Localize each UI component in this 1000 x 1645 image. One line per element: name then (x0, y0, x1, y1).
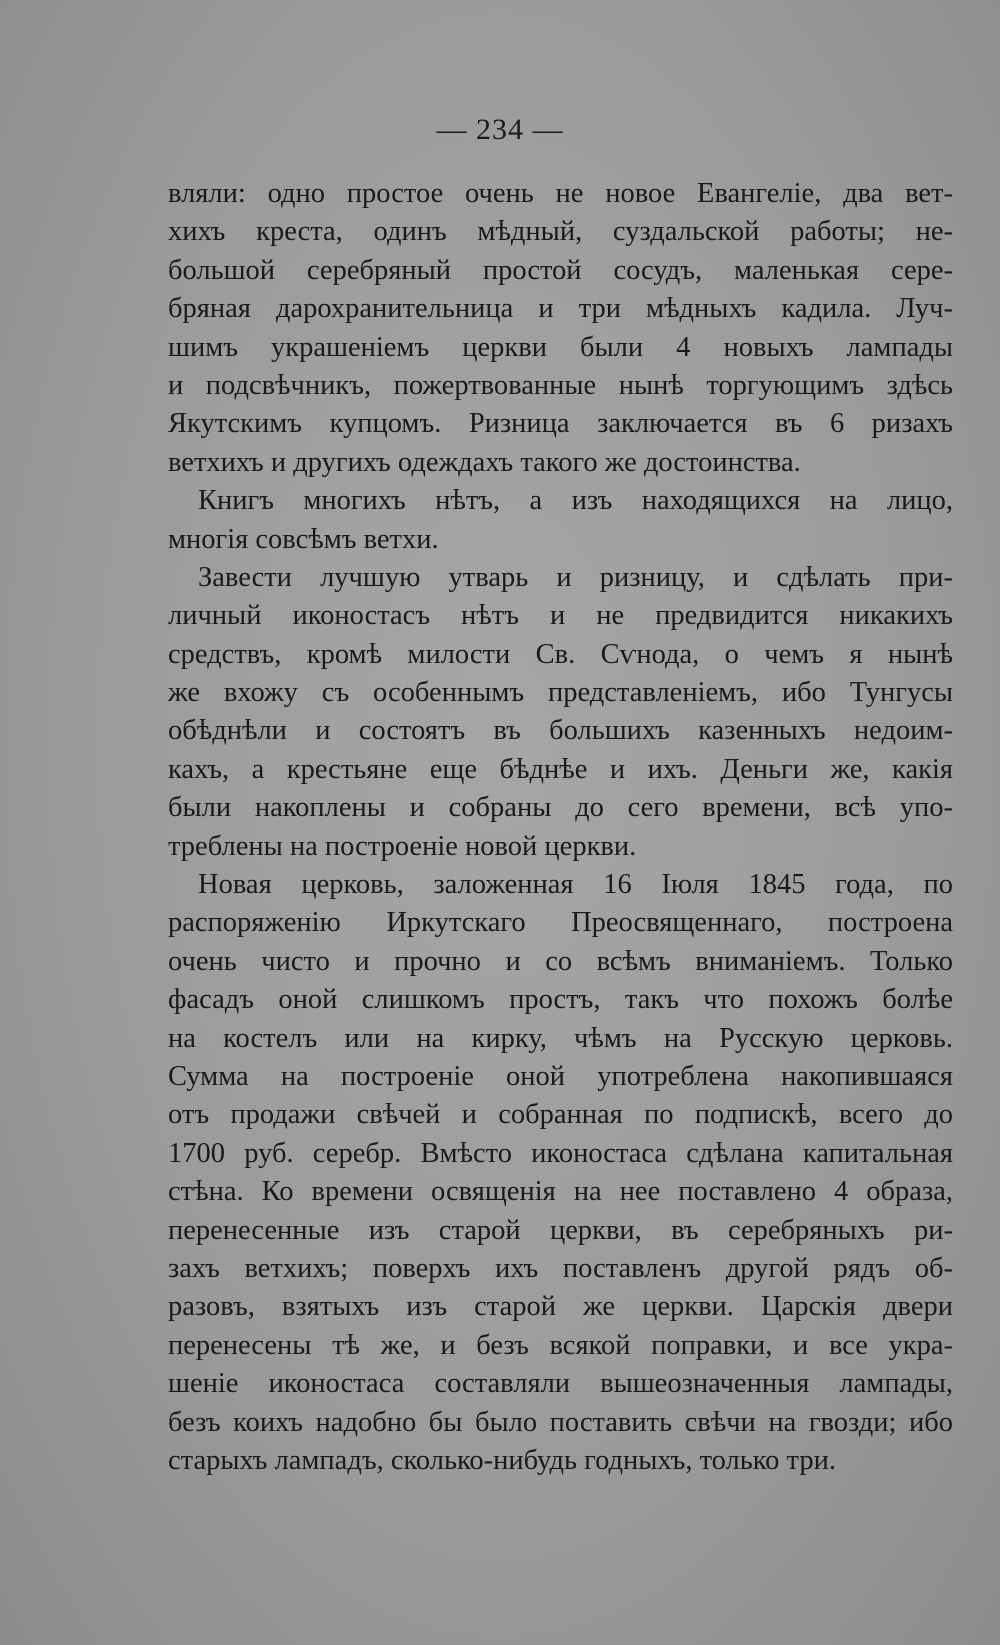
text-line: же вхожу съ особеннымъ представленіемъ, ибо Тунгусы (168, 677, 953, 709)
text-line: перенесенные изъ старой церкви, въ серебряныхъ ри- (168, 1214, 953, 1246)
text-line: Сумма на построеніе оной употреблена накопившаяся (168, 1060, 953, 1092)
text-line: захъ ветхихъ; поверхъ ихъ поставленъ другой рядъ об- (168, 1252, 953, 1284)
text-line: безъ коихъ надобно бы было поставить свѣчи на гвозди; ибо (168, 1406, 953, 1438)
text-line: Книгъ многихъ нѣтъ, а изъ находящихся на лицо, (198, 485, 953, 517)
text-line: ветхихъ и другихъ одеждахъ такого же достоинства. (168, 446, 801, 478)
text-line: и подсвѣчникъ, пожертвованные нынѣ торгующимъ здѣсь (168, 369, 953, 401)
text-line: кахъ, а крестьяне еще бѣднѣе и ихъ. Деньги же, какія (168, 753, 953, 785)
text-line: большой серебряный простой сосудъ, маленькая сере- (168, 254, 953, 286)
text-line: 1700 руб. серебр. Вмѣсто иконостаса сдѣлана капитальная (168, 1137, 953, 1169)
text-line: шеніе иконостаса составляли вышеозначенныя лампады, (168, 1368, 953, 1400)
text-line: многія совсѣмъ ветхи. (168, 523, 439, 555)
text-line: распоряженію Иркутскаго Преосвященнаго, построена (168, 907, 953, 939)
text-line: хихъ креста, одинъ мѣдный, суздальской работы; не- (168, 216, 953, 248)
text-line: перенесены тѣ же, и безъ всякой поправки, и все укра- (168, 1329, 953, 1361)
text-line: разовъ, взятыхъ изъ старой же церкви. Царскія двери (168, 1291, 953, 1323)
text-line: на костелъ или на кирку, чѣмъ на Русскую церковь. (168, 1022, 953, 1054)
text-line: шимъ украшеніемъ церкви были 4 новыхъ лампады (168, 331, 953, 363)
text-line: старыхъ лампадъ, сколько-нибудь годныхъ, только три. (168, 1444, 836, 1476)
text-line: средствъ, кромѣ милости Св. Сѵнода, о чемъ я нынѣ (168, 638, 953, 670)
text-line: обѣднѣли и состоятъ въ большихъ казенныхъ недоим- (168, 715, 953, 747)
text-line: были накоплены и собраны до сего времени, всѣ упо- (168, 792, 953, 824)
text-line: Якутскимъ купцомъ. Ризница заключается въ 6 ризахъ (168, 408, 953, 440)
text-line: треблены на построеніе новой церкви. (168, 830, 637, 862)
text-line: очень чисто и прочно и со всѣмъ вниманіемъ. Только (168, 945, 953, 977)
page-number: — 234 — (436, 113, 564, 146)
text-line: Завести лучшую утварь и ризницу, и сдѣлать при- (198, 561, 953, 593)
text-line: фасадъ оной слишкомъ простъ, такъ что похожъ болѣе (168, 984, 953, 1016)
text-line: личный иконостасъ нѣтъ и не предвидится никакихъ (168, 600, 953, 632)
text-line: вляли: одно простое очень не новое Евангеліе, два вет- (168, 178, 953, 209)
text-line: бряная дарохранительница и три мѣдныхъ кадила. Луч- (168, 293, 953, 325)
body-text (168, 175, 953, 1480)
text-line: Новая церковь, заложенная 16 Іюля 1845 года, по (198, 869, 953, 901)
text-line: стѣна. Ко времени освященія на нее поставлено 4 образа, (168, 1176, 953, 1208)
text-line: отъ продажи свѣчей и собранная по подпискѣ, всего до (168, 1099, 953, 1131)
